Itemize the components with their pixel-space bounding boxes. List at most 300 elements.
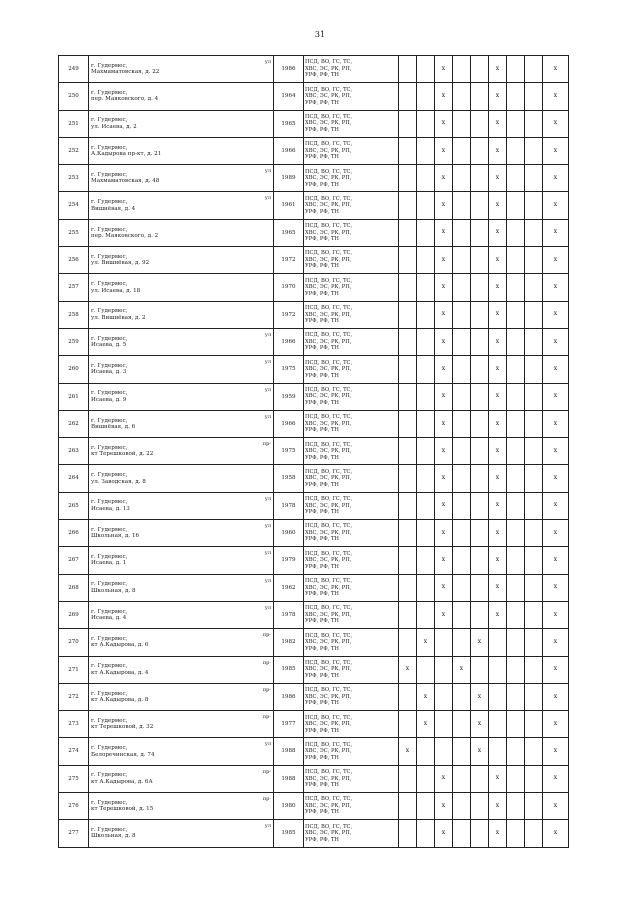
year-mark-cell [489, 656, 507, 683]
build-year: 1982 [274, 629, 304, 656]
year-mark-cell [507, 793, 525, 820]
year-mark-cell [399, 574, 417, 601]
table-row [59, 656, 569, 683]
year-mark-cell [507, 328, 525, 355]
codes-line-2: ХВС, ЭС, РК, РП, [305, 448, 352, 455]
codes-line-3: УРФ, РФ, ТН [305, 700, 339, 707]
year-mark-cell [525, 301, 543, 328]
codes-line-3: УРФ, РФ, ТН [305, 345, 339, 352]
year-mark-cell [507, 410, 525, 437]
year-mark-cell [525, 192, 543, 219]
year-mark-cell [399, 110, 417, 137]
year-mark-cell [507, 383, 525, 410]
year-mark-cell [417, 410, 435, 437]
year-mark-cell [417, 110, 435, 137]
row-number: 252 [59, 137, 89, 164]
year-mark-cell: x [489, 328, 507, 355]
address-street: кт Терешковой, д. 15 [91, 806, 154, 813]
year-mark-cell: x [435, 219, 453, 246]
year-mark-cell: x [489, 219, 507, 246]
year-mark-cell: x [543, 219, 569, 246]
codes-line-1: ПСД, ВО, ГС, ТС, [305, 305, 353, 312]
year-mark-cell [507, 765, 525, 792]
table-row [59, 410, 569, 437]
works-codes [304, 247, 399, 274]
codes-line-1: ПСД, ВО, ГС, ТС, [305, 113, 353, 120]
year-mark-cell: x [435, 438, 453, 465]
works-codes [304, 656, 399, 683]
address-city: г. Гудермес, [91, 526, 128, 533]
codes-line-2: ХВС, ЭС, РК, РП, [305, 666, 352, 673]
year-mark-cell: x [543, 738, 569, 765]
table-row [59, 137, 569, 164]
year-mark-cell [417, 520, 435, 547]
codes-line-2: ХВС, ЭС, РК, РП, [305, 366, 352, 373]
address-cell [89, 383, 274, 410]
year-mark-cell: x [543, 83, 569, 110]
address-city: г. Гудермес, [91, 608, 128, 615]
codes-line-3: УРФ, РФ, ТН [305, 618, 339, 625]
address-street: Вишнёвая, д. 6 [91, 424, 136, 430]
build-year: 1965 [274, 110, 304, 137]
codes-line-2: ХВС, ЭС, РК, РП, [305, 502, 352, 509]
codes-line-1: ПСД, ВО, ГС, ТС, [305, 250, 353, 257]
year-mark-cell [507, 465, 525, 492]
address-cell [89, 438, 274, 465]
year-mark-cell: x [453, 656, 471, 683]
row-number: 256 [59, 247, 89, 274]
year-mark-cell: x [489, 547, 507, 574]
table-row [59, 274, 569, 301]
year-mark-cell [417, 328, 435, 355]
street-type: ул [264, 386, 271, 393]
year-mark-cell: x [543, 356, 569, 383]
build-year: 1962 [274, 574, 304, 601]
year-mark-cell [453, 247, 471, 274]
street-type: ул [264, 331, 271, 338]
year-mark-cell [417, 274, 435, 301]
street-type: пр- [262, 441, 271, 448]
table-row [59, 83, 569, 110]
year-mark-cell [525, 83, 543, 110]
year-mark-cell [435, 656, 453, 683]
build-year: 1978 [274, 601, 304, 628]
address-cell [89, 247, 274, 274]
address-city: г. Гудермес, [91, 308, 128, 315]
row-number: 267 [59, 547, 89, 574]
codes-line-1: ПСД, ВО, ГС, ТС, [305, 359, 353, 366]
codes-line-1: ПСД, ВО, ГС, ТС, [305, 714, 353, 721]
year-mark-cell [417, 765, 435, 792]
year-mark-cell: x [435, 247, 453, 274]
works-codes [304, 219, 399, 246]
year-mark-cell [399, 410, 417, 437]
table-row [59, 820, 569, 847]
year-mark-cell: x [399, 738, 417, 765]
address-cell [89, 165, 274, 192]
codes-line-2: ХВС, ЭС, РК, РП, [305, 557, 352, 564]
year-mark-cell [417, 738, 435, 765]
year-mark-cell [453, 438, 471, 465]
codes-line-3: УРФ, РФ, ТН [305, 72, 339, 79]
address-street: Белоречинская, д. 74 [91, 751, 155, 758]
codes-line-2: ХВС, ЭС, РК, РП, [305, 611, 352, 618]
year-mark-cell [525, 465, 543, 492]
year-mark-cell [507, 356, 525, 383]
codes-line-3: УРФ, РФ, ТН [305, 809, 339, 816]
year-mark-cell [525, 574, 543, 601]
codes-line-1: ПСД, ВО, ГС, ТС, [305, 605, 353, 612]
codes-line-1: ПСД, ВО, ГС, ТС, [305, 59, 353, 66]
table-row [59, 629, 569, 656]
works-codes [304, 356, 399, 383]
year-mark-cell [399, 438, 417, 465]
address-cell [89, 711, 274, 738]
address-cell [89, 520, 274, 547]
codes-line-2: ХВС, ЭС, РК, РП, [305, 802, 352, 809]
year-mark-cell: x [435, 383, 453, 410]
year-mark-cell [525, 356, 543, 383]
year-mark-cell [399, 192, 417, 219]
year-mark-cell: x [489, 601, 507, 628]
build-year: 1988 [274, 765, 304, 792]
table-row [59, 192, 569, 219]
address-cell [89, 629, 274, 656]
street-type: пр- [262, 714, 271, 721]
works-codes [304, 328, 399, 355]
codes-line-1: ПСД, ВО, ГС, ТС, [305, 741, 353, 748]
codes-line-1: ПСД, ВО, ГС, ТС, [305, 168, 353, 175]
codes-line-3: УРФ, РФ, ТН [305, 454, 339, 461]
address-cell [89, 83, 274, 110]
table-row [59, 247, 569, 274]
address-city: г. Гудермес, [91, 717, 128, 724]
year-mark-cell [453, 192, 471, 219]
year-mark-cell: x [435, 165, 453, 192]
address-city: г. Гудермес, [91, 444, 128, 451]
address-city: г. Гудермес, [91, 144, 128, 151]
row-number: 249 [59, 56, 89, 83]
address-city: г. Гудермес, [91, 199, 128, 206]
year-mark-cell [399, 301, 417, 328]
year-mark-cell [525, 765, 543, 792]
codes-line-3: УРФ, РФ, ТН [305, 754, 339, 761]
codes-line-1: ПСД, ВО, ГС, ТС, [305, 659, 353, 666]
build-year: 1961 [274, 192, 304, 219]
year-mark-cell [471, 820, 489, 847]
codes-line-2: ХВС, ЭС, РК, РП, [305, 120, 352, 127]
row-number: 260 [59, 356, 89, 383]
address-street: ул. Исаева, д. 18 [91, 287, 141, 294]
year-mark-cell [417, 219, 435, 246]
codes-line-3: УРФ, РФ, ТН [305, 591, 339, 598]
year-mark-cell [453, 547, 471, 574]
address-street: Исаева, д. 5 [91, 342, 127, 349]
build-year: 1985 [274, 820, 304, 847]
street-type: ул [264, 577, 271, 584]
year-mark-cell: x [489, 465, 507, 492]
works-codes [304, 574, 399, 601]
codes-line-2: ХВС, ЭС, РК, РП, [305, 338, 352, 345]
table-row [59, 683, 569, 710]
address-cell [89, 601, 274, 628]
build-year: 1966 [274, 410, 304, 437]
address-street: ул. Заводская, д. 8 [91, 478, 146, 485]
year-mark-cell: x [543, 137, 569, 164]
works-codes [304, 793, 399, 820]
year-mark-cell [507, 438, 525, 465]
codes-line-1: ПСД, ВО, ГС, ТС, [305, 386, 353, 393]
address-cell [89, 656, 274, 683]
year-mark-cell: x [543, 520, 569, 547]
year-mark-cell [507, 629, 525, 656]
year-mark-cell [417, 574, 435, 601]
codes-line-3: УРФ, РФ, ТН [305, 126, 339, 133]
table-row [59, 793, 569, 820]
year-mark-cell [417, 192, 435, 219]
year-mark-cell [399, 547, 417, 574]
year-mark-cell [471, 219, 489, 246]
year-mark-cell [453, 328, 471, 355]
address-cell [89, 492, 274, 519]
address-cell [89, 56, 274, 83]
table-row [59, 601, 569, 628]
address-cell [89, 574, 274, 601]
year-mark-cell: x [543, 820, 569, 847]
year-mark-cell [507, 301, 525, 328]
year-mark-cell: x [435, 301, 453, 328]
codes-line-2: ХВС, ЭС, РК, РП, [305, 420, 352, 427]
year-mark-cell: x [543, 301, 569, 328]
year-mark-cell: x [489, 410, 507, 437]
year-mark-cell: x [435, 793, 453, 820]
works-codes [304, 192, 399, 219]
year-mark-cell: x [543, 328, 569, 355]
year-mark-cell [453, 165, 471, 192]
year-mark-cell [399, 328, 417, 355]
year-mark-cell: x [543, 793, 569, 820]
works-codes [304, 765, 399, 792]
year-mark-cell: x [489, 438, 507, 465]
table-row [59, 711, 569, 738]
table-row [59, 328, 569, 355]
table-row [59, 438, 569, 465]
works-codes [304, 820, 399, 847]
year-mark-cell [507, 492, 525, 519]
year-mark-cell: x [435, 765, 453, 792]
codes-line-3: УРФ, РФ, ТН [305, 782, 339, 789]
codes-line-3: УРФ, РФ, ТН [305, 399, 339, 406]
codes-line-3: УРФ, РФ, ТН [305, 181, 339, 188]
year-mark-cell [453, 793, 471, 820]
year-mark-cell [399, 520, 417, 547]
year-mark-cell [399, 219, 417, 246]
year-mark-cell [453, 574, 471, 601]
street-type: ул [264, 523, 271, 530]
year-mark-cell [507, 56, 525, 83]
address-cell [89, 465, 274, 492]
codes-line-2: ХВС, ЭС, РК, РП, [305, 639, 352, 646]
year-mark-cell [507, 711, 525, 738]
year-mark-cell [453, 629, 471, 656]
row-number: 269 [59, 601, 89, 628]
year-mark-cell [471, 574, 489, 601]
year-mark-cell [525, 547, 543, 574]
codes-line-2: ХВС, ЭС, РК, РП, [305, 775, 352, 782]
build-year: 1980 [274, 793, 304, 820]
year-mark-cell: x [489, 765, 507, 792]
year-mark-cell [417, 547, 435, 574]
address-city: г. Гудермес, [91, 663, 128, 670]
works-codes [304, 738, 399, 765]
codes-line-3: УРФ, РФ, ТН [305, 263, 339, 270]
address-city: г. Гудермес, [91, 362, 128, 369]
address-cell [89, 192, 274, 219]
codes-line-3: УРФ, РФ, ТН [305, 372, 339, 379]
year-mark-cell [471, 520, 489, 547]
year-mark-cell [417, 601, 435, 628]
year-mark-cell [417, 56, 435, 83]
codes-line-3: УРФ, РФ, ТН [305, 536, 339, 543]
codes-line-1: ПСД, ВО, ГС, ТС, [305, 632, 353, 639]
year-mark-cell [525, 56, 543, 83]
year-mark-cell: x [435, 520, 453, 547]
year-mark-cell [453, 56, 471, 83]
table-row [59, 356, 569, 383]
year-mark-cell [471, 410, 489, 437]
year-mark-cell [399, 383, 417, 410]
street-type: ул [264, 195, 271, 202]
year-mark-cell: x [489, 820, 507, 847]
year-mark-cell [417, 356, 435, 383]
year-mark-cell: x [489, 383, 507, 410]
address-cell [89, 793, 274, 820]
year-mark-cell [507, 83, 525, 110]
address-cell [89, 738, 274, 765]
works-codes [304, 56, 399, 83]
row-number: 263 [59, 438, 89, 465]
year-mark-cell [525, 738, 543, 765]
build-year: 1960 [274, 520, 304, 547]
codes-line-2: ХВС, ЭС, РК, РП, [305, 93, 352, 100]
address-cell [89, 219, 274, 246]
year-mark-cell [435, 683, 453, 710]
year-mark-cell: x [489, 110, 507, 137]
year-mark-cell [399, 683, 417, 710]
year-mark-cell [453, 83, 471, 110]
year-mark-cell: x [543, 438, 569, 465]
row-number: 266 [59, 520, 89, 547]
codes-line-2: ХВС, ЭС, РК, РП, [305, 175, 352, 182]
table-row [59, 301, 569, 328]
codes-line-2: ХВС, ЭС, РК, РП, [305, 256, 352, 263]
year-mark-cell [525, 219, 543, 246]
address-street: Школьная, д. 16 [91, 533, 140, 540]
address-city: г. Гудермес, [91, 117, 128, 124]
year-mark-cell [399, 56, 417, 83]
year-mark-cell [453, 137, 471, 164]
table-row [59, 219, 569, 246]
year-mark-cell [453, 820, 471, 847]
address-city: г. Гудермес, [91, 827, 128, 834]
row-number: 268 [59, 574, 89, 601]
year-mark-cell [471, 492, 489, 519]
year-mark-cell: x [435, 56, 453, 83]
year-mark-cell: x [489, 793, 507, 820]
street-type: ул [264, 604, 271, 611]
year-mark-cell [417, 438, 435, 465]
row-number: 250 [59, 83, 89, 110]
year-mark-cell: x [489, 56, 507, 83]
year-mark-cell: x [489, 492, 507, 519]
address-city: г. Гудермес, [91, 581, 128, 588]
year-mark-cell [399, 274, 417, 301]
year-mark-cell: x [489, 137, 507, 164]
address-street: Исаева, д. 13 [91, 505, 130, 512]
codes-line-3: УРФ, РФ, ТН [305, 509, 339, 516]
year-mark-cell [417, 820, 435, 847]
year-mark-cell [507, 601, 525, 628]
page-number: 31 [314, 30, 326, 39]
year-mark-cell [471, 165, 489, 192]
codes-line-2: ХВС, ЭС, РК, РП, [305, 693, 352, 700]
codes-line-1: ПСД, ВО, ГС, ТС, [305, 687, 353, 694]
codes-line-3: УРФ, РФ, ТН [305, 236, 339, 243]
build-year: 1970 [274, 274, 304, 301]
build-year: 1985 [274, 656, 304, 683]
year-mark-cell [471, 547, 489, 574]
year-mark-cell: x [435, 820, 453, 847]
table-row [59, 165, 569, 192]
address-street: Исаева, д. 1 [91, 560, 127, 567]
year-mark-cell [399, 793, 417, 820]
codes-line-3: УРФ, РФ, ТН [305, 427, 339, 434]
year-mark-cell [435, 711, 453, 738]
build-year: 1988 [274, 738, 304, 765]
year-mark-cell: x [489, 83, 507, 110]
works-codes [304, 683, 399, 710]
year-mark-cell: x [435, 192, 453, 219]
codes-line-1: ПСД, ВО, ГС, ТС, [305, 823, 353, 830]
address-cell [89, 547, 274, 574]
row-number: 270 [59, 629, 89, 656]
year-mark-cell: x [489, 301, 507, 328]
address-street: Вишнёвая, д. 4 [91, 205, 136, 212]
build-year: 1964 [274, 83, 304, 110]
year-mark-cell: x [417, 683, 435, 710]
year-mark-cell [507, 574, 525, 601]
address-city: г. Гудермес, [91, 226, 128, 233]
address-city: г. Гудермес, [91, 499, 128, 506]
row-number: 262 [59, 410, 89, 437]
build-year: 1966 [274, 328, 304, 355]
codes-line-2: ХВС, ЭС, РК, РП, [305, 721, 352, 728]
street-type: пр- [262, 659, 271, 666]
year-mark-cell: x [543, 711, 569, 738]
address-street: Школьная, д. 8 [91, 833, 136, 840]
codes-line-1: ПСД, ВО, ГС, ТС, [305, 769, 353, 776]
year-mark-cell [453, 410, 471, 437]
street-type: ул [264, 495, 271, 502]
address-cell [89, 328, 274, 355]
codes-line-1: ПСД, ВО, ГС, ТС, [305, 86, 353, 93]
year-mark-cell [435, 738, 453, 765]
codes-line-3: УРФ, РФ, ТН [305, 99, 339, 106]
works-codes [304, 601, 399, 628]
year-mark-cell: x [543, 465, 569, 492]
year-mark-cell [507, 274, 525, 301]
address-street: ул. Исаева, д. 2 [91, 123, 137, 130]
